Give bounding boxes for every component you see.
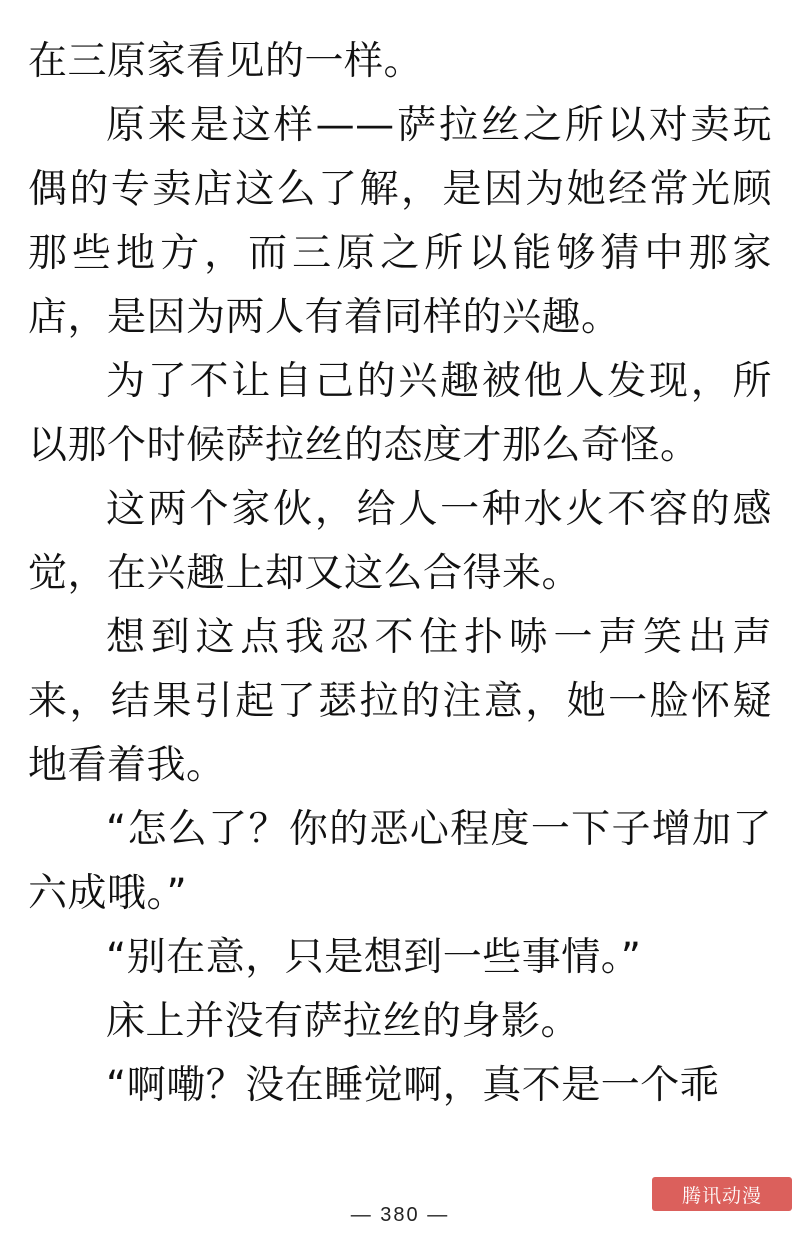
page-number: — 380 — — [350, 1204, 450, 1226]
paragraph: 想到这点我忍不住扑哧一声笑出声来，结果引起了瑟拉的注意，她一脸怀疑地看着我。 — [28, 615, 772, 788]
paragraph: 床上并没有萨拉丝的身影。 — [106, 999, 581, 1044]
paragraph: “别在意，只是想到一些事情。” — [106, 935, 642, 980]
paragraph: 在三原家看见的一样。 — [28, 39, 424, 84]
paragraph: 原来是这样——萨拉丝之所以对卖玩偶的专卖店这么了解，是因为她经常光顾那些地方，而三原之所以能够猜中那家店，是因为两人有着同样的兴趣。 — [28, 103, 772, 340]
watermark-badge — [652, 1177, 792, 1211]
paragraph: “啊嘞？没在睡觉啊，真不是一个乖 — [106, 1063, 720, 1108]
page-body — [28, 30, 772, 1245]
paragraph: 为了不让自己的兴趣被他人发现，所以那个时候萨拉丝的态度才那么奇怪。 — [28, 359, 772, 468]
watermark-label: 腾讯动漫 — [681, 1184, 762, 1207]
paragraph: “怎么了？你的恶心程度一下子增加了六成哦。” — [28, 807, 772, 916]
paragraph: 这两个家伙，给人一种水火不容的感觉，在兴趣上却又这么合得来。 — [28, 487, 772, 596]
